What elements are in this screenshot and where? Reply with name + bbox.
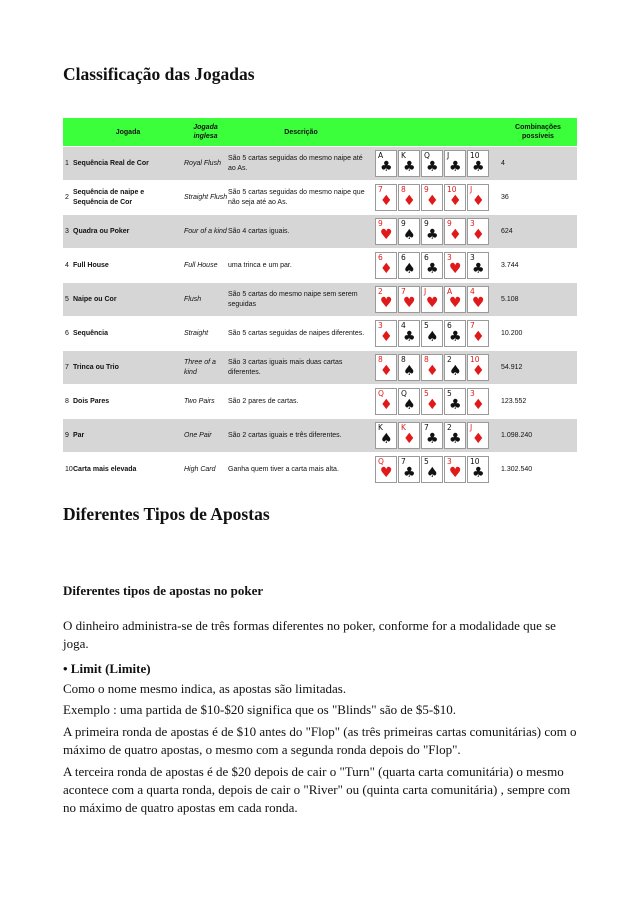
card-suit-icon: ♠ [380,431,393,447]
card-rank: 8 [378,355,383,364]
card-suit-icon: ♦ [449,227,462,243]
card-suit-icon: ♦ [403,431,416,447]
card-rank: 6 [424,253,429,262]
card-suit-icon: ♣ [449,397,462,413]
hand-name-english: Three of a kind [184,358,216,376]
card-suit-icon: ♠ [403,397,416,413]
card-suit-icon: ♣ [472,465,485,481]
card-rank: 9 [401,219,406,228]
hand-description: Ganha quem tiver a carta mais alta. [228,465,339,473]
playing-card [444,456,466,483]
hand-name-english: High Card [184,465,216,473]
playing-card [467,286,489,313]
card-suit-icon: ♦ [472,329,485,345]
card-suit-icon: ♦ [472,397,485,413]
card-suit-icon: ♥ [472,295,485,311]
card-rank: K [378,423,383,432]
row-number: 1 [65,160,69,167]
page-title-classificacao: Classificação das Jogadas [63,64,255,84]
row-number: 4 [65,262,69,269]
header-combinacoes: Combinações possíveis [515,124,561,140]
playing-card [375,252,397,279]
hand-cards [374,283,499,316]
table-row [63,146,577,180]
page-title-apostas: Diferentes Tipos de Apostas [63,504,270,524]
card-suit-icon: ♦ [426,193,439,209]
card-rank: 3 [447,253,452,262]
card-rank: 10 [470,355,480,364]
header-jogada-inglesa: Jogada inglesa [193,124,218,140]
card-rank: 8 [424,355,429,364]
hand-cards [374,181,499,214]
card-suit-icon: ♥ [449,465,462,481]
hand-name: Naipe ou Cor [73,295,117,303]
combinations-count: 4 [501,160,505,167]
card-rank: Q [378,457,384,466]
card-rank: 3 [470,219,475,228]
card-suit-icon: ♣ [472,261,485,277]
card-suit-icon: ♦ [380,193,393,209]
hand-name: Sequência [73,329,109,337]
hand-name: Dois Pares [73,397,110,405]
card-rank: 9 [424,219,429,228]
card-suit-icon: ♠ [426,329,439,345]
card-suit-icon: ♠ [403,261,416,277]
card-rank: 9 [424,185,429,194]
card-suit-icon: ♣ [449,431,462,447]
card-rank: 4 [401,321,406,330]
card-rank: Q [424,151,430,160]
card-rank: K [401,151,406,160]
card-rank: 3 [470,389,475,398]
hand-name: Sequência Real de Cor [73,159,149,167]
playing-card [375,184,397,211]
table-row [63,418,577,452]
playing-card [467,150,489,177]
paragraph-1: Como o nome mesmo indica, as apostas são limitadas. [63,681,347,696]
card-rank: 2 [447,355,452,364]
card-rank: 6 [378,253,383,262]
playing-card [398,320,420,347]
card-suit-icon: ♦ [380,363,393,379]
card-rank: 7 [401,457,406,466]
table-row [63,248,577,282]
table-row [63,214,577,248]
playing-card [375,150,397,177]
playing-card [444,320,466,347]
card-rank: Q [378,389,384,398]
hand-description: São 4 cartas iguais. [228,227,290,235]
card-rank: J [470,185,473,194]
playing-card [444,150,466,177]
playing-card [421,388,443,415]
card-suit-icon: ♣ [403,159,416,175]
playing-card [444,354,466,381]
hand-cards [374,419,499,452]
card-suit-icon: ♦ [449,193,462,209]
playing-card [444,388,466,415]
table-row [63,316,577,350]
combinations-count: 5.108 [501,296,519,303]
playing-card [421,184,443,211]
card-suit-icon: ♣ [403,465,416,481]
card-rank: 5 [424,321,429,330]
card-rank: 10 [470,457,480,466]
combinations-count: 1.302.540 [501,466,533,473]
header-jogada: Jogada [115,128,141,136]
card-rank: 8 [401,355,406,364]
playing-card [467,218,489,245]
playing-card [375,218,397,245]
hand-description: São 5 cartas seguidas do mesmo naipe até ao As. [228,154,363,172]
table-row [63,452,577,486]
playing-card [375,354,397,381]
table-row [63,180,577,214]
card-rank: 3 [447,457,452,466]
card-suit-icon: ♣ [449,329,462,345]
hand-name: Par [73,431,85,439]
row-number: 3 [65,228,69,235]
card-suit-icon: ♣ [403,329,416,345]
playing-card [398,252,420,279]
card-rank: K [401,423,406,432]
card-rank: 6 [401,253,406,262]
card-suit-icon: ♦ [472,193,485,209]
card-suit-icon: ♠ [403,363,416,379]
hand-name-english: Two Pairs [184,397,215,405]
card-rank: 10 [470,151,480,160]
paragraph-3: A primeira ronda de apostas é de $10 antes do "Flop" (as três primeiras cartas comunitárias) com o máximo de quatro apostas, o mesmo com a segunda ronda depois do "Flop". [63,724,577,757]
card-rank: J [447,151,450,160]
card-suit-icon: ♠ [403,227,416,243]
card-rank: 7 [401,287,406,296]
card-rank: 10 [447,185,457,194]
card-suit-icon: ♦ [472,363,485,379]
table-row [63,384,577,418]
card-rank: J [424,287,427,296]
hand-name-english: One Pair [184,431,212,439]
card-suit-icon: ♥ [449,261,462,277]
card-rank: 9 [378,219,383,228]
card-rank: 2 [378,287,383,296]
hand-name-english: Straight [184,329,209,337]
card-suit-icon: ♥ [426,295,439,311]
card-suit-icon: ♦ [472,431,485,447]
hand-description: uma trinca e um par. [228,261,292,269]
card-rank: 5 [424,457,429,466]
table-header [63,118,577,146]
playing-card [467,456,489,483]
card-suit-icon: ♦ [426,363,439,379]
hand-description: São 5 cartas seguidas de naipes diferentes. [228,329,365,337]
table-row [63,350,577,384]
hand-description: São 5 cartas seguidas do mesmo naipe que não seja até ao As. [228,188,365,206]
hand-name-english: Four of a kind [184,227,227,235]
playing-card [375,456,397,483]
playing-card [421,252,443,279]
playing-card [444,286,466,313]
intro-paragraph: O dinheiro administra-se de três formas diferentes no poker, conforme for a modalidade que se joga. [63,618,556,651]
row-number: 10 [65,466,73,473]
card-rank: A [378,151,384,160]
playing-card [398,354,420,381]
card-suit-icon: ♦ [380,397,393,413]
card-suit-icon: ♣ [426,431,439,447]
card-suit-icon: ♣ [380,159,393,175]
playing-card [421,150,443,177]
playing-card [398,456,420,483]
card-suit-icon: ♥ [380,465,393,481]
playing-card [398,184,420,211]
paragraph-4: A terceira ronda de apostas é de $20 depois de cair o "Turn" (quarta carta comunitária) o mesmo acontece com a quarta ronda, depois de cair o "River" ou (quinta carta comunitária) , sempre com no máximo de quatro apostas em cada ronda. [63,764,571,815]
playing-card [421,286,443,313]
playing-card [398,218,420,245]
playing-card [467,252,489,279]
card-rank: 8 [401,185,406,194]
playing-card [444,218,466,245]
playing-card [444,184,466,211]
hand-description: São 5 cartas do mesmo naipe sem serem seguidas [228,290,358,308]
playing-card [375,388,397,415]
row-number: 8 [65,398,69,405]
playing-card [375,286,397,313]
card-suit-icon: ♥ [403,295,416,311]
card-rank: A [447,287,453,296]
hand-cards [374,453,499,486]
hand-name-english: Full House [184,261,218,269]
card-rank: 5 [447,389,452,398]
hand-rankings-table [63,118,577,486]
hand-cards [374,385,499,418]
hand-description: São 3 cartas iguais mais duas cartas diferentes. [228,358,343,376]
playing-card [398,388,420,415]
card-suit-icon: ♥ [380,227,393,243]
row-number: 9 [65,432,69,439]
card-suit-icon: ♣ [472,159,485,175]
combinations-count: 54.912 [501,364,523,371]
playing-card [375,320,397,347]
hand-name: Carta mais elevada [73,465,137,473]
card-rank: 3 [470,253,475,262]
card-rank: 6 [447,321,452,330]
row-number: 7 [65,364,69,371]
table-body [63,146,577,486]
card-suit-icon: ♥ [380,295,393,311]
table-row [63,282,577,316]
hand-cards [374,249,499,282]
header-descricao: Descrição [284,128,318,136]
card-rank: 5 [424,389,429,398]
hand-cards [374,351,499,384]
combinations-count: 624 [501,228,513,235]
playing-card [398,422,420,449]
hand-name: Sequência de naipe e Sequência de Cor [73,188,145,206]
playing-card [398,150,420,177]
row-number: 2 [65,194,69,201]
card-suit-icon: ♣ [449,159,462,175]
hand-name: Full House [73,261,109,269]
hand-cards [374,147,499,180]
card-suit-icon: ♠ [426,465,439,481]
combinations-count: 3.744 [501,262,519,269]
playing-card [421,320,443,347]
hand-name-english: Straight Flush [184,193,228,201]
combinations-count: 123.552 [501,398,527,405]
playing-card [467,354,489,381]
combinations-count: 36 [501,194,509,201]
card-suit-icon: ♠ [449,363,462,379]
card-suit-icon: ♥ [449,295,462,311]
card-rank: 7 [424,423,429,432]
row-number: 6 [65,330,69,337]
card-suit-icon: ♣ [426,159,439,175]
card-suit-icon: ♦ [472,227,485,243]
card-suit-icon: ♦ [380,261,393,277]
card-rank: 2 [447,423,452,432]
card-suit-icon: ♦ [403,193,416,209]
card-suit-icon: ♣ [426,261,439,277]
playing-card [421,422,443,449]
card-suit-icon: ♦ [380,329,393,345]
playing-card [421,354,443,381]
limit-heading: • Limit (Limite) [63,661,151,676]
card-rank: 7 [378,185,383,194]
combinations-count: 10.200 [501,330,523,337]
card-rank: 9 [447,219,452,228]
playing-card [398,286,420,313]
hand-name-english: Flush [184,295,202,303]
playing-card [421,218,443,245]
hand-name: Quadra ou Poker [73,227,130,235]
section-subtitle: Diferentes tipos de apostas no poker [63,583,264,598]
card-rank: 7 [470,321,475,330]
paragraph-2: Exemplo : uma partida de $10-$20 significa que os "Blinds" são de $5-$10. [63,702,456,717]
row-number: 5 [65,296,69,303]
card-rank: 4 [470,287,475,296]
card-rank: Q [401,389,407,398]
hand-cards [374,317,499,350]
playing-card [467,422,489,449]
playing-card [444,252,466,279]
card-rank: J [470,423,473,432]
playing-card [444,422,466,449]
combinations-count: 1.098.240 [501,432,533,439]
playing-card [467,320,489,347]
card-rank: 3 [378,321,383,330]
hand-description: São 2 cartas iguais e três diferentes. [228,431,342,439]
hand-cards [374,215,499,248]
hand-name-english: Royal Flush [184,159,221,167]
playing-card [421,456,443,483]
hand-name: Trinca ou Trio [73,363,119,371]
card-suit-icon: ♦ [426,397,439,413]
hand-description: São 2 pares de cartas. [228,397,299,405]
playing-card [375,422,397,449]
card-suit-icon: ♣ [426,227,439,243]
playing-card [467,184,489,211]
playing-card [467,388,489,415]
